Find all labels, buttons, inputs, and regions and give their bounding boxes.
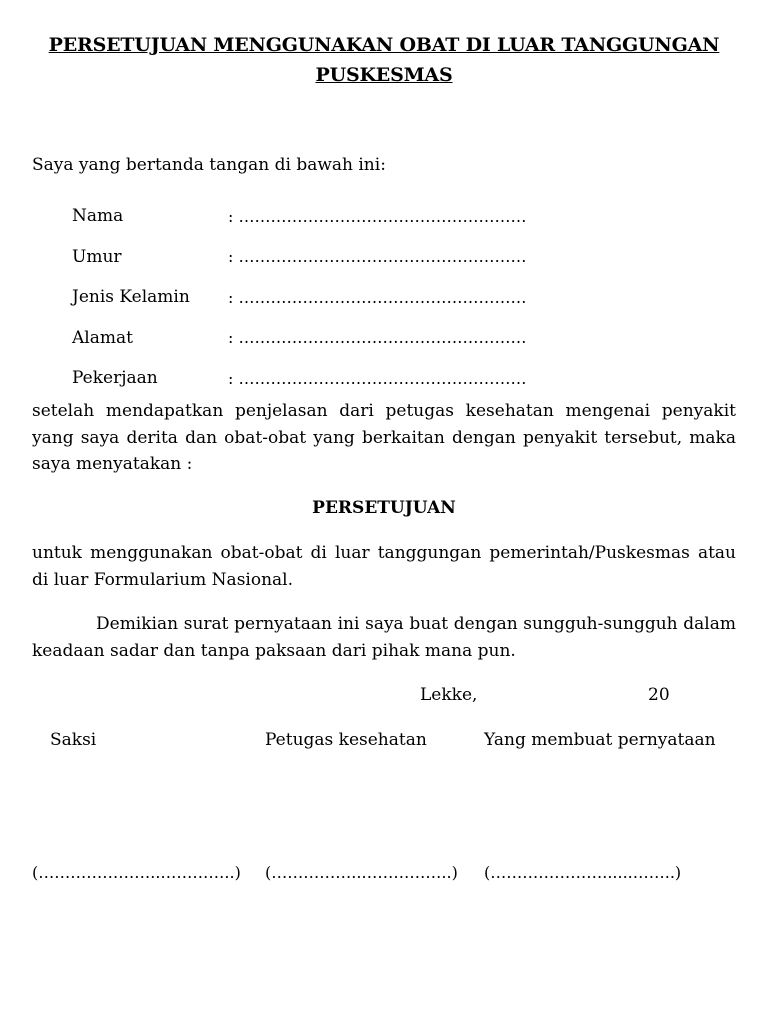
field-blank-jenis-kelamin: : ………………………………………………: [228, 287, 527, 307]
field-label-pekerjaan: Pekerjaan: [72, 368, 158, 389]
field-label-jenis-kelamin: Jenis Kelamin: [72, 287, 190, 308]
field-row-pekerjaan: [72, 358, 526, 399]
field-row-jenis-kelamin: [72, 277, 526, 318]
consent-scope-paragraph: untuk menggunakan obat-obat di luar tanggungan pemerintah/Puskesmas atau di luar Formularium Nasional.: [32, 543, 736, 590]
field-label-nama: Nama: [72, 206, 124, 227]
field-row-nama: [72, 196, 526, 237]
year-label: 20: [648, 685, 670, 705]
consent-heading: PERSETUJUAN: [312, 498, 456, 518]
field-blank-alamat: : ………………………………………………: [228, 328, 527, 348]
explanation-paragraph: setelah mendapatkan penjelasan dari petugas kesehatan mengenai penyakit yang saya derita dan obat-obat yang berkaitan dengan penyakit tersebut, maka saya menyatakan :: [32, 401, 736, 474]
identity-fields: [72, 196, 526, 399]
field-label-alamat: Alamat: [72, 327, 133, 348]
signature-label-petugas: Petugas kesehatan: [265, 730, 427, 750]
field-blank-nama: : ………………………………………………: [228, 206, 527, 226]
field-label-umur: Umur: [72, 246, 122, 267]
signature-line-pembuat: (…………………......……..): [484, 863, 682, 882]
field-row-umur: [72, 237, 526, 278]
field-blank-umur: : ………………………………………………: [228, 247, 527, 267]
place-label: Lekke,: [420, 685, 478, 705]
signature-line-petugas: (……………..……………..): [265, 863, 458, 882]
intro-text: Saya yang bertanda tangan di bawah ini:: [32, 155, 386, 175]
document-title: PERSETUJUAN MENGGUNAKAN OBAT DI LUAR TANGGUNGAN PUSKESMAS: [48, 34, 720, 86]
field-row-alamat: [72, 318, 526, 359]
signature-label-saksi: Saksi: [50, 730, 97, 750]
signature-label-pembuat: Yang membuat pernyataan: [484, 730, 716, 750]
field-blank-pekerjaan: : ………………………………………………: [228, 368, 527, 388]
signature-line-saksi: (…………………..…………..): [32, 863, 241, 882]
closing-paragraph: Demikian surat pernyataan ini saya buat dengan sungguh-sungguh dalam keadaan sadar dan tanpa paksaan dari pihak mana pun.: [32, 614, 736, 661]
